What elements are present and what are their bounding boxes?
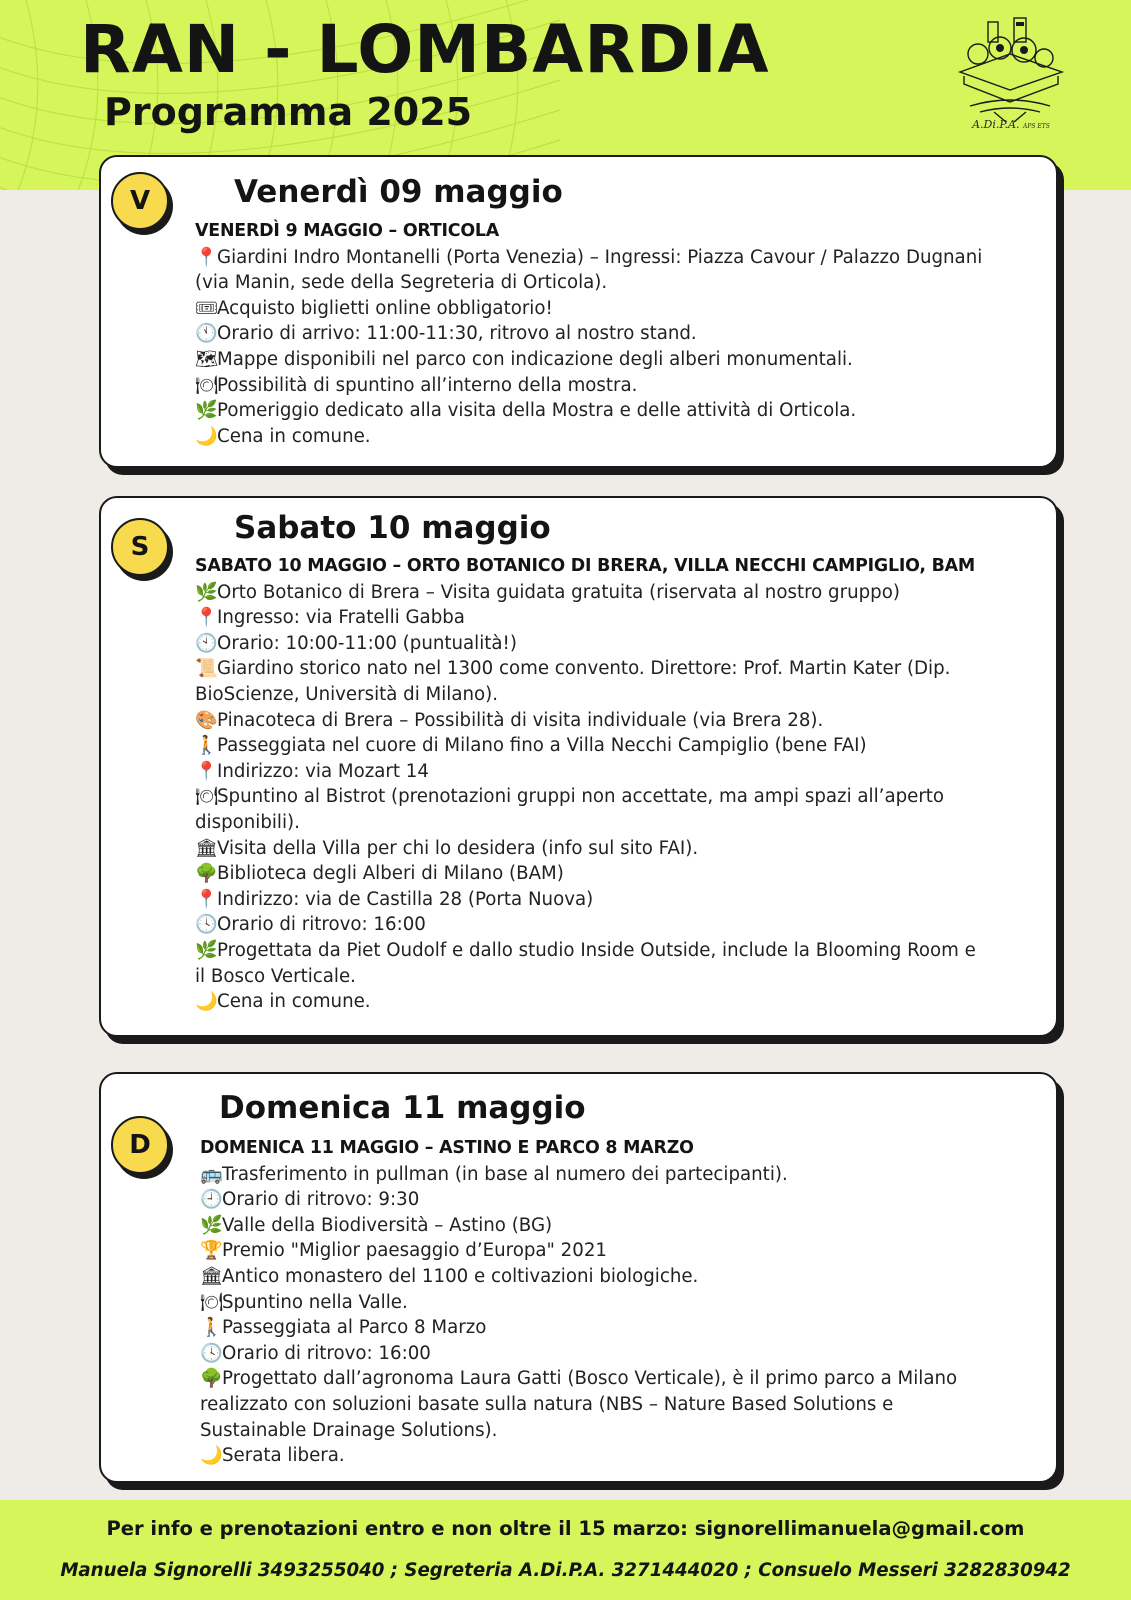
- detail-text: Acquisto biglietti online obbligatorio!: [217, 297, 553, 319]
- footer-contacts: Manuela Signorelli 3493255040 ; Segreteria A.Di.P.A. 3271444020 ; Consuelo Messeri 3282830942: [60, 1560, 1071, 1581]
- detail-line: [195, 656, 1045, 682]
- detail-text: Orario di ritrovo: 16:00: [217, 914, 426, 936]
- detail-line: [195, 424, 1045, 450]
- detail-line: [195, 964, 1045, 990]
- footer-info: Per info e prenotazioni entro e non oltre il 15 marzo: signorellimanuela@gmail.com: [106, 1517, 1025, 1540]
- detail-line: [195, 605, 1045, 631]
- detail-text: Pomeriggio dedicato alla visita della Mostra e delle attività di Orticola.: [217, 400, 857, 422]
- detail-line: [200, 1418, 1040, 1444]
- detail-text: Orario: 10:00-11:00 (puntualità!): [217, 632, 517, 654]
- clock-icon: 🕙: [195, 632, 218, 654]
- clock-icon: 🕓: [200, 1342, 223, 1364]
- plant-icon: 🌿: [200, 1214, 223, 1236]
- tree-icon: 🌳: [195, 863, 218, 885]
- museum-icon: 🏛: [195, 837, 219, 859]
- detail-line: [195, 887, 1045, 913]
- detail-line: [195, 580, 1045, 606]
- clock-icon: 🕘: [200, 1189, 223, 1211]
- detail-line: [195, 682, 1045, 708]
- detail-text: Indirizzo: via de Castilla 28 (Porta Nuova): [217, 888, 594, 910]
- detail-text: Visita della Villa per chi lo desidera (info sul sito FAI).: [217, 837, 699, 859]
- detail-text: disponibili).: [195, 811, 300, 833]
- palette-icon: 🎨: [195, 709, 218, 731]
- detail-text: Progettata da Piet Oudolf e dallo studio Inside Outside, include la Blooming Room e: [217, 939, 976, 961]
- detail-line: [195, 759, 1045, 785]
- day-title: Sabato 10 maggio: [234, 510, 551, 546]
- detail-text: Mappe disponibili nel parco con indicazione degli alberi monumentali.: [217, 348, 853, 370]
- pin-icon: 📍: [195, 246, 218, 268]
- logo-caption: [950, 118, 1072, 131]
- detail-line: [200, 1315, 1040, 1341]
- detail-text: Spuntino nella Valle.: [222, 1291, 408, 1313]
- day-heading: DOMENICA 11 MAGGIO – ASTINO E PARCO 8 MARZO: [200, 1138, 694, 1158]
- adipa-logo-icon: [950, 14, 1072, 134]
- detail-text: Passeggiata nel cuore di Milano fino a Villa Necchi Campiglio (bene FAI): [217, 735, 867, 757]
- moon-icon: 🌙: [200, 1445, 223, 1467]
- day-details: [195, 554, 1045, 1015]
- detail-line: [195, 912, 1045, 938]
- detail-text: Premio "Miglior paesaggio d’Europa" 2021: [222, 1240, 607, 1262]
- day-heading: VENERDÌ 9 MAGGIO – ORTICOLA: [195, 221, 500, 241]
- footer-band: [0, 1500, 1131, 1600]
- page-subtitle: Programma 2025: [104, 90, 473, 134]
- detail-text: Giardino storico nato nel 1300 come convento. Direttore: Prof. Martin Kater (Dip.: [217, 658, 951, 680]
- bus-icon: 🚌: [200, 1163, 223, 1185]
- trophy-icon: 🏆: [200, 1240, 223, 1262]
- detail-line: [200, 1238, 1040, 1264]
- detail-text: Pinacoteca di Brera – Possibilità di visita individuale (via Brera 28).: [217, 709, 824, 731]
- museum-icon: 🏛: [200, 1265, 224, 1287]
- logo-text: A.Di.P.A.: [972, 118, 1020, 131]
- detail-text: (via Manin, sede della Segreteria di Orticola).: [195, 272, 608, 294]
- detail-line: [195, 784, 1045, 810]
- day-details: [195, 219, 1045, 449]
- detail-text: Giardini Indro Montanelli (Porta Venezia) – Ingressi: Piazza Cavour / Palazzo Dugnani: [217, 246, 983, 268]
- detail-line: [195, 296, 1045, 322]
- moon-icon: 🌙: [195, 991, 218, 1013]
- detail-line: [195, 708, 1045, 734]
- detail-line: [200, 1213, 1040, 1239]
- detail-line: [195, 398, 1045, 424]
- detail-text: Cena in comune.: [217, 425, 371, 447]
- detail-text: Passeggiata al Parco 8 Marzo: [222, 1317, 487, 1339]
- day-details: [200, 1136, 1040, 1469]
- detail-line: [195, 270, 1045, 296]
- detail-line: [200, 1341, 1040, 1367]
- detail-line: [195, 810, 1045, 836]
- detail-text: Ingresso: via Fratelli Gabba: [217, 607, 465, 629]
- walking-icon: 🚶: [200, 1317, 223, 1339]
- scroll-icon: 📜: [195, 658, 218, 680]
- detail-line: [195, 373, 1045, 399]
- clock-icon: 🕚: [195, 323, 218, 345]
- detail-line: [195, 321, 1045, 347]
- ticket-icon: 🎟: [195, 297, 219, 319]
- detail-line: [200, 1187, 1040, 1213]
- detail-text: Spuntino al Bistrot (prenotazioni gruppi non accettate, ma ampi spazi all’aperto: [217, 786, 945, 808]
- detail-line: [195, 989, 1045, 1015]
- cutlery-icon: 🍽: [195, 374, 219, 396]
- page-title: RAN - LOMBARDIA: [80, 11, 770, 88]
- day-badge: V: [111, 172, 169, 230]
- day-card-saturday: [99, 496, 1058, 1037]
- detail-text: Sustainable Drainage Solutions).: [200, 1419, 498, 1441]
- detail-text: Serata libera.: [222, 1445, 345, 1467]
- detail-text: Orario di ritrovo: 16:00: [222, 1342, 431, 1364]
- detail-line: [195, 245, 1045, 271]
- walking-icon: 🚶: [195, 735, 218, 757]
- day-heading: SABATO 10 MAGGIO – ORTO BOTANICO DI BRERA, VILLA NECCHI CAMPIGLIO, BAM: [195, 556, 976, 576]
- detail-text: Orario di ritrovo: 9:30: [222, 1189, 420, 1211]
- clock-icon: 🕓: [195, 914, 218, 936]
- day-card-friday: [99, 155, 1058, 468]
- cutlery-icon: 🍽: [200, 1291, 224, 1313]
- detail-line: [200, 1264, 1040, 1290]
- detail-text: Orto Botanico di Brera – Visita guidata gratuita (riservata al nostro gruppo): [217, 581, 900, 603]
- day-badge: S: [111, 518, 169, 576]
- detail-line: [195, 836, 1045, 862]
- day-title: Domenica 11 maggio: [219, 1090, 586, 1126]
- pin-icon: 📍: [195, 760, 218, 782]
- detail-line: [200, 1392, 1040, 1418]
- detail-text: Progettato dall’agronoma Laura Gatti (Bosco Verticale), è il primo parco a Milano: [222, 1368, 958, 1390]
- detail-text: Indirizzo: via Mozart 14: [217, 760, 429, 782]
- detail-line: [200, 1290, 1040, 1316]
- day-card-sunday: [99, 1072, 1058, 1483]
- tree-icon: 🌳: [200, 1368, 223, 1390]
- pin-icon: 📍: [195, 888, 218, 910]
- plant-icon: 🌿: [195, 939, 218, 961]
- detail-line: [195, 631, 1045, 657]
- detail-text: Cena in comune.: [217, 991, 371, 1013]
- detail-line: [200, 1443, 1040, 1469]
- detail-line: [200, 1366, 1040, 1392]
- logo-suffix: APS ETS: [1023, 123, 1050, 130]
- map-icon: 🗺: [195, 348, 219, 370]
- detail-text: Possibilità di spuntino all’interno della mostra.: [217, 374, 638, 396]
- plant-icon: 🌿: [195, 581, 218, 603]
- pin-icon: 📍: [195, 607, 218, 629]
- detail-line: [195, 347, 1045, 373]
- plant-icon: 🌿: [195, 400, 218, 422]
- day-badge: D: [111, 1116, 169, 1174]
- detail-text: Trasferimento in pullman (in base al numero dei partecipanti).: [222, 1163, 788, 1185]
- detail-text: Antico monastero del 1100 e coltivazioni biologiche.: [222, 1265, 699, 1287]
- cutlery-icon: 🍽: [195, 786, 219, 808]
- detail-line: [195, 938, 1045, 964]
- detail-text: Biblioteca degli Alberi di Milano (BAM): [217, 863, 564, 885]
- detail-text: Orario di arrivo: 11:00-11:30, ritrovo al nostro stand.: [217, 323, 697, 345]
- detail-text: il Bosco Verticale.: [195, 965, 356, 987]
- moon-icon: 🌙: [195, 425, 218, 447]
- detail-text: BioScienze, Università di Milano).: [195, 683, 499, 705]
- day-title: Venerdì 09 maggio: [234, 174, 563, 210]
- detail-line: [195, 733, 1045, 759]
- detail-text: realizzato con soluzioni basate sulla natura (NBS – Nature Based Solutions e: [200, 1393, 894, 1415]
- detail-line: [200, 1162, 1040, 1188]
- detail-line: [195, 861, 1045, 887]
- detail-text: Valle della Biodiversità – Astino (BG): [222, 1214, 553, 1236]
